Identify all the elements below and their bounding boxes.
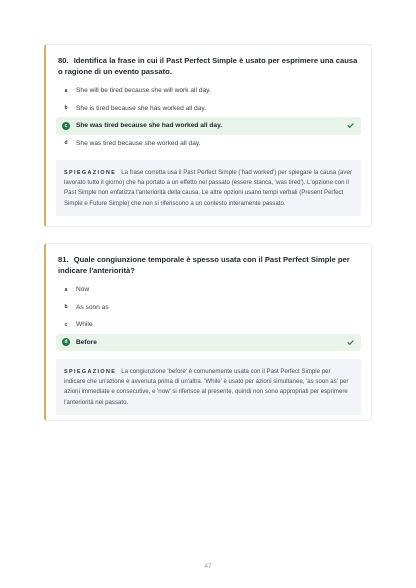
option-a[interactable] bbox=[56, 281, 361, 299]
option-letter: b bbox=[64, 304, 68, 311]
page-number: 47 bbox=[204, 563, 212, 570]
option-text: She is tired because she has worked all day. bbox=[76, 104, 206, 112]
option-c-correct[interactable] bbox=[56, 117, 361, 135]
checkmark-icon bbox=[347, 339, 354, 346]
option-letter: d bbox=[64, 140, 68, 147]
option-text: While bbox=[76, 321, 93, 329]
option-text: She was tired because she worked all day. bbox=[76, 139, 201, 147]
option-letter: d bbox=[62, 338, 70, 346]
option-d-correct[interactable] bbox=[56, 334, 361, 352]
question-title bbox=[56, 254, 361, 276]
option-d[interactable] bbox=[56, 135, 361, 153]
explanation-label: SPIEGAZIONE bbox=[64, 369, 117, 375]
option-letter: c bbox=[62, 122, 70, 130]
option-b[interactable] bbox=[56, 100, 361, 118]
option-letter: b bbox=[64, 105, 68, 112]
explanation-text: La congiunzione 'before' è comunemente usata con il Past Perfect Simple per indicare che un'azione è avvenuta prima di un'altra. 'While' è usato per azioni simultanee, 'as soon as' per azioni immediate e consecutive, e 'now' si riferisce al presente, quindi non sono appropriati per esprimere l'anteriorità nel passato. bbox=[64, 368, 349, 406]
explanation-text: La frase corretta usa il Past Perfect Simple ('had worked') per spiegare la causa (aver lavorato tutto il giorno) che ha portato a un effetto nel passato (essere stanca, 'was tired'). L'opzione con il Past Simple non enfatizza l'anteriorità della causa. Le altre opzioni usano tempi verbali (Present Perfect Simple e Future Simple) che non si riferiscono a un contesto interamente passato. bbox=[64, 169, 352, 207]
option-c[interactable] bbox=[56, 316, 361, 334]
option-letter: a bbox=[64, 286, 68, 293]
question-number: 80. bbox=[58, 56, 69, 65]
option-letter: c bbox=[64, 321, 68, 328]
question-card-80 bbox=[44, 44, 372, 227]
question-card-81 bbox=[44, 243, 372, 421]
question-number: 81. bbox=[58, 255, 69, 264]
explanation-box bbox=[56, 160, 361, 216]
option-text: She will be tired because she will work all day. bbox=[76, 87, 211, 95]
options-list bbox=[56, 82, 361, 152]
question-title bbox=[56, 55, 361, 77]
question-text: Identifica la frase in cui il Past Perfect Simple è usato per esprimere una causa o ragione di un evento passato. bbox=[58, 56, 358, 76]
checkmark-icon bbox=[347, 122, 354, 129]
explanation-label: SPIEGAZIONE bbox=[64, 170, 117, 176]
question-text: Quale congiunzione temporale è spesso usata con il Past Perfect Simple per indicare l'anteriorità? bbox=[58, 255, 350, 275]
explanation-box bbox=[56, 359, 361, 415]
options-list bbox=[56, 281, 361, 351]
option-text: Before bbox=[76, 338, 97, 346]
option-a[interactable] bbox=[56, 82, 361, 100]
option-text: Now bbox=[76, 286, 90, 294]
option-letter: a bbox=[64, 87, 68, 94]
option-text: As soon as bbox=[76, 303, 109, 311]
option-b[interactable] bbox=[56, 299, 361, 317]
option-text: She was tired because she had worked all day. bbox=[76, 122, 223, 130]
